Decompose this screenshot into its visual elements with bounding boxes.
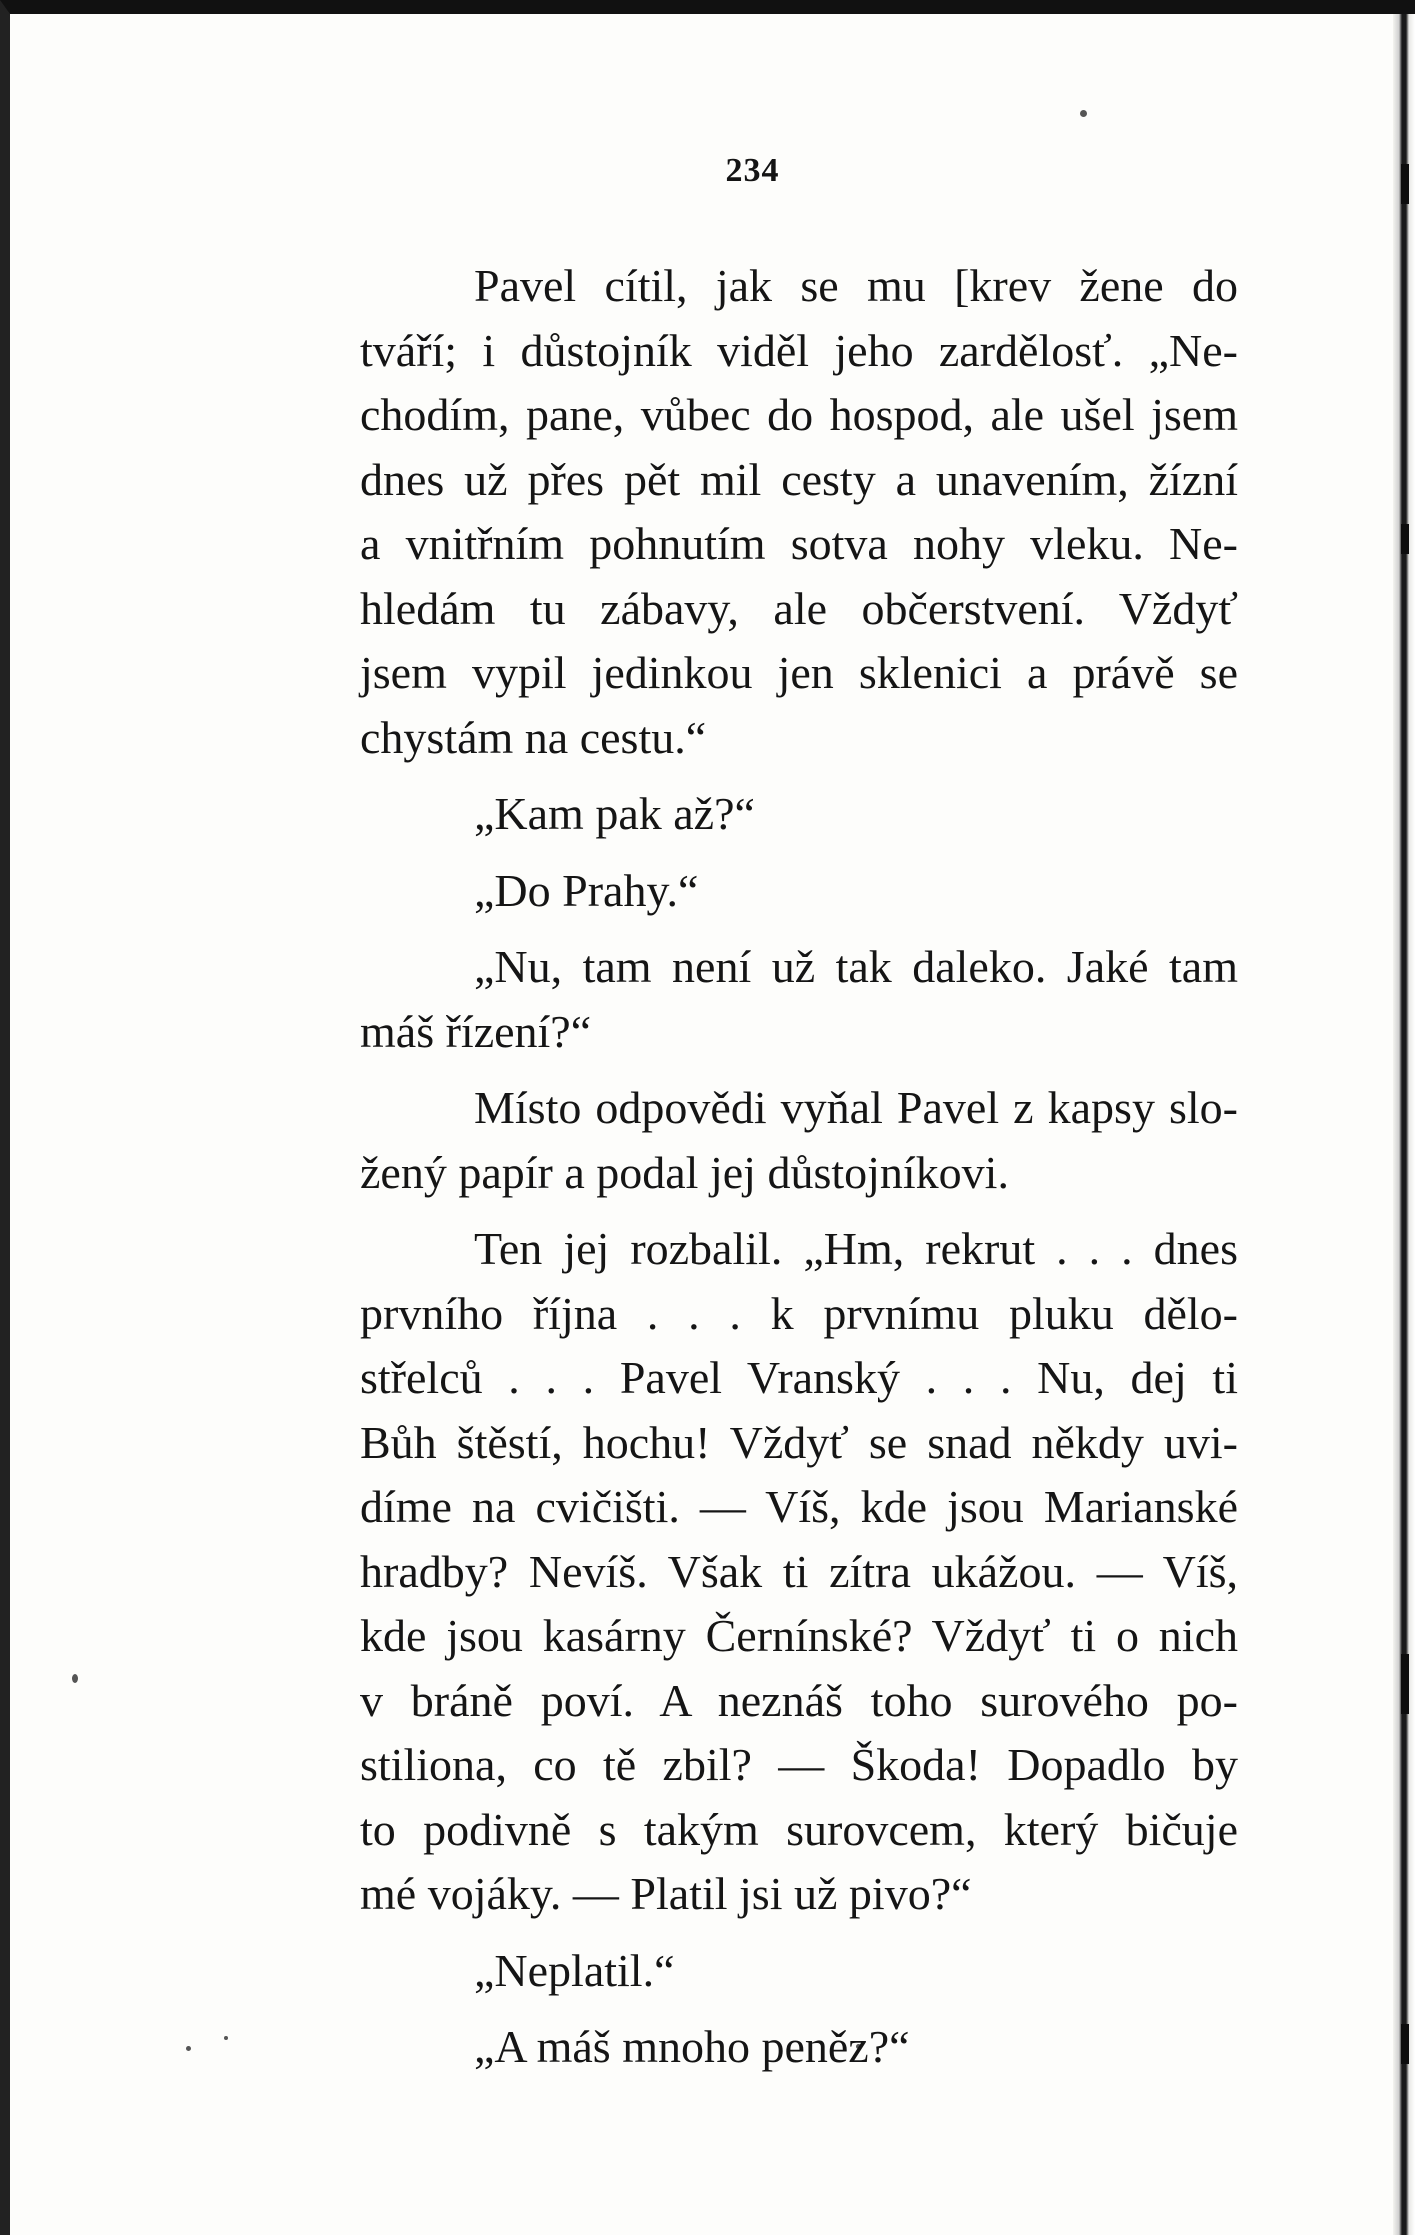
paragraph: [246, 782, 1238, 847]
text-line: mé vojáky. — Platil jsi už pivo?“: [360, 1868, 972, 1919]
paragraph: [246, 859, 1238, 924]
text-line: tváří; i důstojník viděl jeho zardělosť. „Ne-: [360, 324, 1238, 376]
spine-mark: [1401, 524, 1409, 554]
text-line: Pavel cítil, jak se mu [krev žene do: [474, 260, 1238, 311]
text-line: stiliona, co tě zbil? — Škoda! Dopadlo by: [360, 1739, 1238, 1790]
text-line: v bráně poví. A neznáš toho surového po-: [360, 1674, 1238, 1726]
paragraph: [246, 1076, 1238, 1205]
text-line: žený papír a podal jej důstojníkovi.: [360, 1146, 1009, 1198]
text-line: Bůh štěstí, hochu! Vždyť se snad někdy uvi-: [360, 1416, 1238, 1468]
text-line: „Do Prahy.“: [474, 864, 699, 916]
text-line: hledám tu zábavy, ale občerstvení. Vždyť: [360, 582, 1238, 634]
text-line: střelců . . . Pavel Vranský . . . Nu, dej ti: [360, 1352, 1238, 1403]
book-spine-edge: [1393, 14, 1415, 2235]
paragraph: [246, 1939, 1238, 2004]
print-speck: [224, 2036, 228, 2040]
text-line: chystám na cestu.“: [360, 711, 707, 763]
paragraph: [246, 2015, 1238, 2080]
page-number: 234: [725, 152, 780, 189]
body-text: [246, 254, 1238, 2092]
text-line: a vnitřním pohnutím sotva nohy vleku. Ne-: [360, 518, 1238, 569]
text-line: hradby? Nevíš. Však ti zítra ukážou. — Víš,: [360, 1545, 1238, 1597]
spine-mark: [1401, 2024, 1409, 2064]
print-speck: [72, 1674, 78, 1683]
text-line: dnes už přes pět mil cesty a unavením, žízní: [360, 453, 1238, 505]
text-line: díme na cvičišti. — Víš, kde jsou Marianské: [360, 1481, 1238, 1532]
text-line: „Nu, tam není už tak daleko. Jaké tam: [474, 941, 1238, 992]
text-line: „Kam pak až?“: [474, 788, 755, 839]
paragraph: [246, 935, 1238, 1064]
text-line: jsem vypil jedinkou jen sklenici a právě se: [360, 647, 1238, 698]
text-line: máš řízení?“: [360, 1005, 592, 1057]
print-speck: [186, 2046, 191, 2051]
text-line: chodím, pane, vůbec do hospod, ale ušel jsem: [360, 389, 1238, 440]
text-line: Místo odpovědi vyňal Pavel z kapsy slo-: [474, 1082, 1238, 1133]
text-line: Ten jej rozbalil. „Hm, rekrut . . . dnes: [474, 1223, 1238, 1274]
text-line: „Neplatil.“: [474, 1944, 675, 1996]
print-speck: [1080, 110, 1087, 117]
text-line: kde jsou kasárny Černínské? Vždyť ti o nich: [360, 1610, 1238, 1661]
paragraph: [246, 1217, 1238, 1927]
text-line: „A máš mnoho peněz?“: [474, 2021, 910, 2072]
spine-mark: [1401, 1654, 1409, 1714]
text-line: to podivně s takým surovcem, který bičuje: [360, 1803, 1238, 1855]
text-line: prvního října . . . k prvnímu pluku dělo-: [360, 1287, 1238, 1339]
paragraph: [246, 254, 1238, 770]
